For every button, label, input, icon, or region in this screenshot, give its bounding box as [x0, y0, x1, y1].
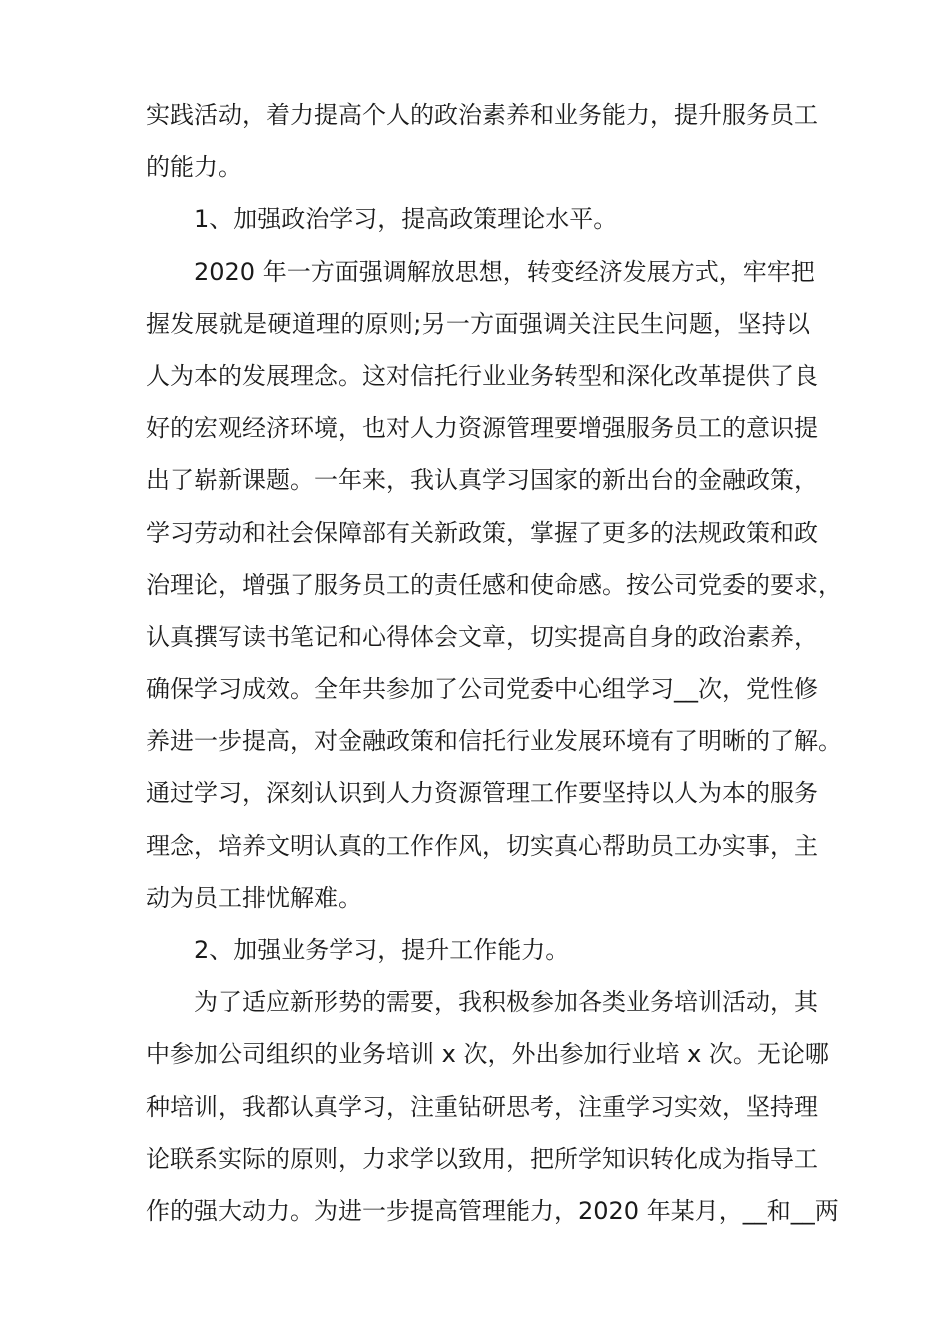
- text-line: 养进一步提高，对金融政策和信托行业发展环境有了明晰的了解。: [146, 727, 842, 756]
- text-line: 握发展就是硬道理的原则;另一方面强调关注民生问题，坚持以: [146, 309, 810, 338]
- text-line: 人为本的发展理念。这对信托行业业务转型和深化改革提供了良: [146, 361, 818, 390]
- text-line: 的能力。: [146, 153, 242, 182]
- text-line: 好的宏观经济环境，也对人力资源管理要增强服务员工的意识提: [146, 414, 818, 443]
- text-line: 确保学习成效。全年共参加了公司党委中心组学习__次，党性修: [146, 675, 818, 704]
- text-line: 治理论，增强了服务员工的责任感和使命感。按公司党委的要求，: [146, 570, 842, 599]
- document-body: [146, 89, 842, 1237]
- text-line: 通过学习，深刻认识到人力资源管理工作要坚持以人为本的服务: [146, 779, 818, 808]
- text-line: 实践活动，着力提高个人的政治素养和业务能力，提升服务员工: [146, 101, 818, 129]
- text-line: 学习劳动和社会保障部有关新政策，掌握了更多的法规政策和政: [146, 518, 818, 547]
- text-line: 动为员工排忧解难。: [146, 883, 362, 912]
- text-line: 作的强大动力。为进一步提高管理能力，2020 年某月，__和__两: [146, 1196, 839, 1225]
- text-line: 论联系实际的原则，力求学以致用，把所学知识转化成为指导工: [146, 1144, 818, 1173]
- text-line: 中参加公司组织的业务培训 x 次，外出参加行业培 x 次。无论哪: [146, 1040, 829, 1069]
- text-line: 2020 年一方面强调解放思想，转变经济发展方式，牢牢把: [194, 257, 815, 286]
- text-line: 为了适应新形势的需要，我积极参加各类业务培训活动，其: [194, 988, 818, 1017]
- text-line: 理念，培养文明认真的工作作风，切实真心帮助员工办实事，主: [146, 831, 818, 860]
- text-line: 出了崭新课题。一年来，我认真学习国家的新出台的金融政策，: [146, 466, 818, 495]
- text-line: 1、加强政治学习，提高政策理论水平。: [194, 205, 618, 234]
- text-line: 2、加强业务学习，提升工作能力。: [194, 936, 570, 964]
- text-line: 认真撰写读书笔记和心得体会文章，切实提高自身的政治素养，: [146, 622, 818, 651]
- text-line: 种培训，我都认真学习，注重钻研思考，注重学习实效，坚持理: [146, 1092, 818, 1121]
